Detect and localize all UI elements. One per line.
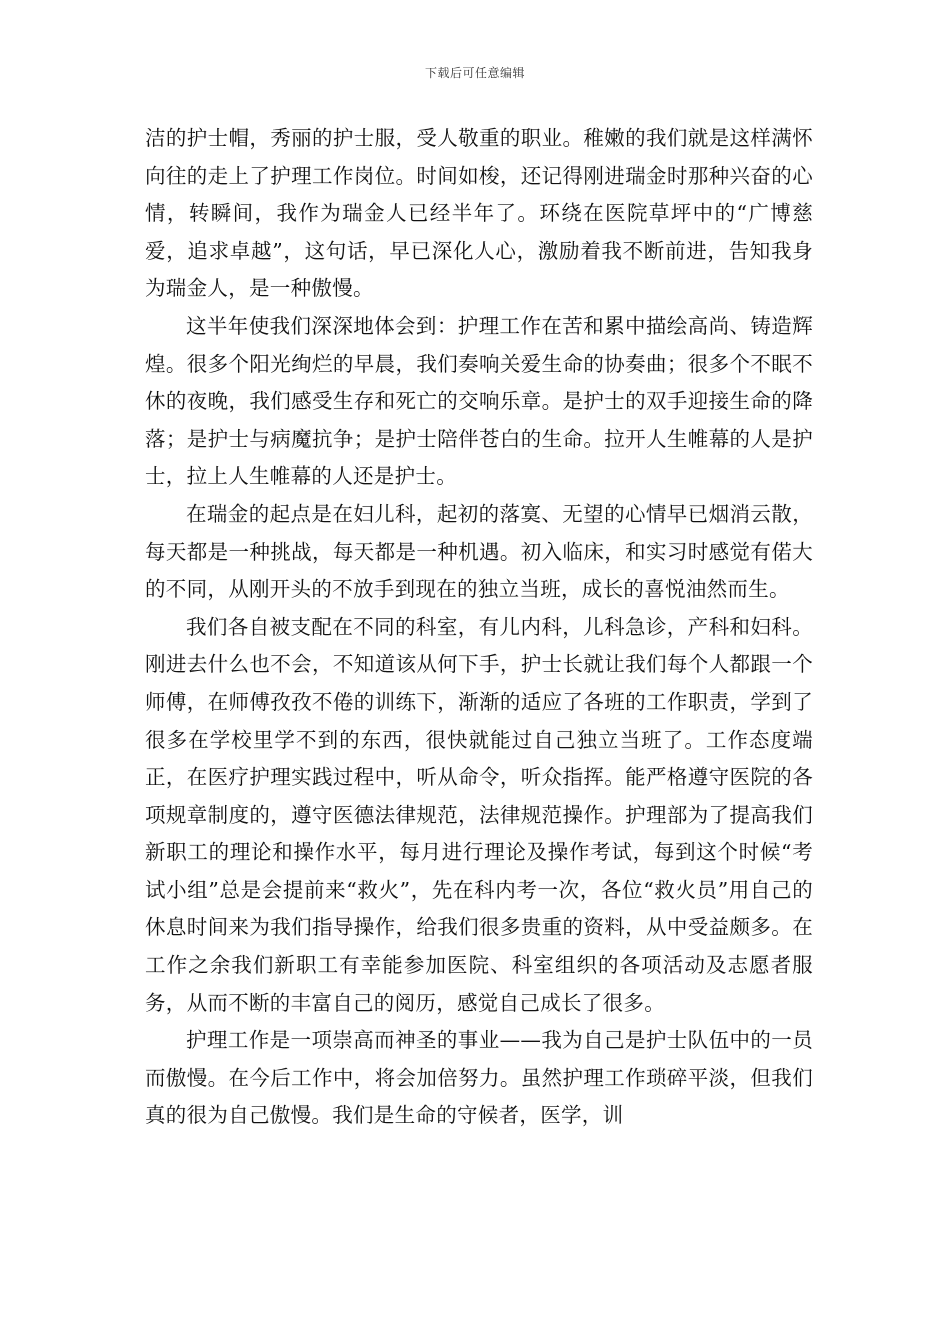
paragraph-1: 洁的护士帽，秀丽的护士服，受人敬重的职业。稚嫩的我们就是这样满怀向往的走上了护理工作岗位。时间如梭，还记得刚进瑞金时那种兴奋的心情，转瞬间，我作为瑞金人已经半年了。环绕在医院草坪中的“广博慈爱，追求卓越”，这句话，早已深化人心，激励着我不断前进，告知我身为瑞金人，是一种傲慢。: [145, 126, 813, 301]
page-header: 下载后可任意编辑: [424, 66, 525, 80]
paragraph-4: 我们各自被支配在不同的科室，有儿内科，儿科急诊，产科和妇科。刚进去什么也不会，不知道该从何下手，护士长就让我们每个人都跟一个师傅，在师傅孜孜不倦的训练下，渐渐的适应了各班的工作职责，学到了很多在学校里学不到的东西，很快就能过自己独立当班了。工作态度端正，在医疗护理实践过程中，听从命令，听众指挥。能严格遵守医院的各项规章制度的，遵守医德法律规范，法律规范操作。护理部为了提高我们新职工的理论和操作水平，每月进行理论及操作考试，每到这个时候“考试小组”总是会提前来“救火”，先在科内考一次，各位“救火员”用自己的休息时间来为我们指导操作，给我们很多贵重的资料，从中受益颇多。在工作之余我们新职工有幸能参加医院、科室组织的各项活动及志愿者服务，从而不断的丰富自己的阅历，感觉自己成长了很多。: [145, 614, 813, 1015]
paragraph-5: 护理工作是一项崇高而神圣的事业——我为自己是护士队伍中的一员而傲慢。在今后工作中，将会加倍努力。虽然护理工作琐碎平淡，但我们真的很为自己傲慢。我们是生命的守候者，医学，训: [145, 1028, 813, 1128]
paragraph-3: 在瑞金的起点是在妇儿科，起初的落寞、无望的心情早已烟消云散，每天都是一种挑战，每天都是一种机遇。初入临床，和实习时感觉有偌大的不同，从刚开头的不放手到现在的独立当班，成长的喜悦油然而生。: [145, 501, 813, 602]
document-body: [145, 120, 813, 1135]
paragraph-2: 这半年使我们深深地体会到：护理工作在苦和累中描绘高尚、铸造辉煌。很多个阳光绚烂的早晨，我们奏响关爱生命的协奏曲；很多个不眠不休的夜晚，我们感受生存和死亡的交响乐章。是护士的双手迎接生命的降落；是护士与病魔抗争；是护士陪伴苍白的生命。拉开人生帷幕的人是护士，拉上人生帷幕的人还是护士。: [145, 313, 813, 489]
